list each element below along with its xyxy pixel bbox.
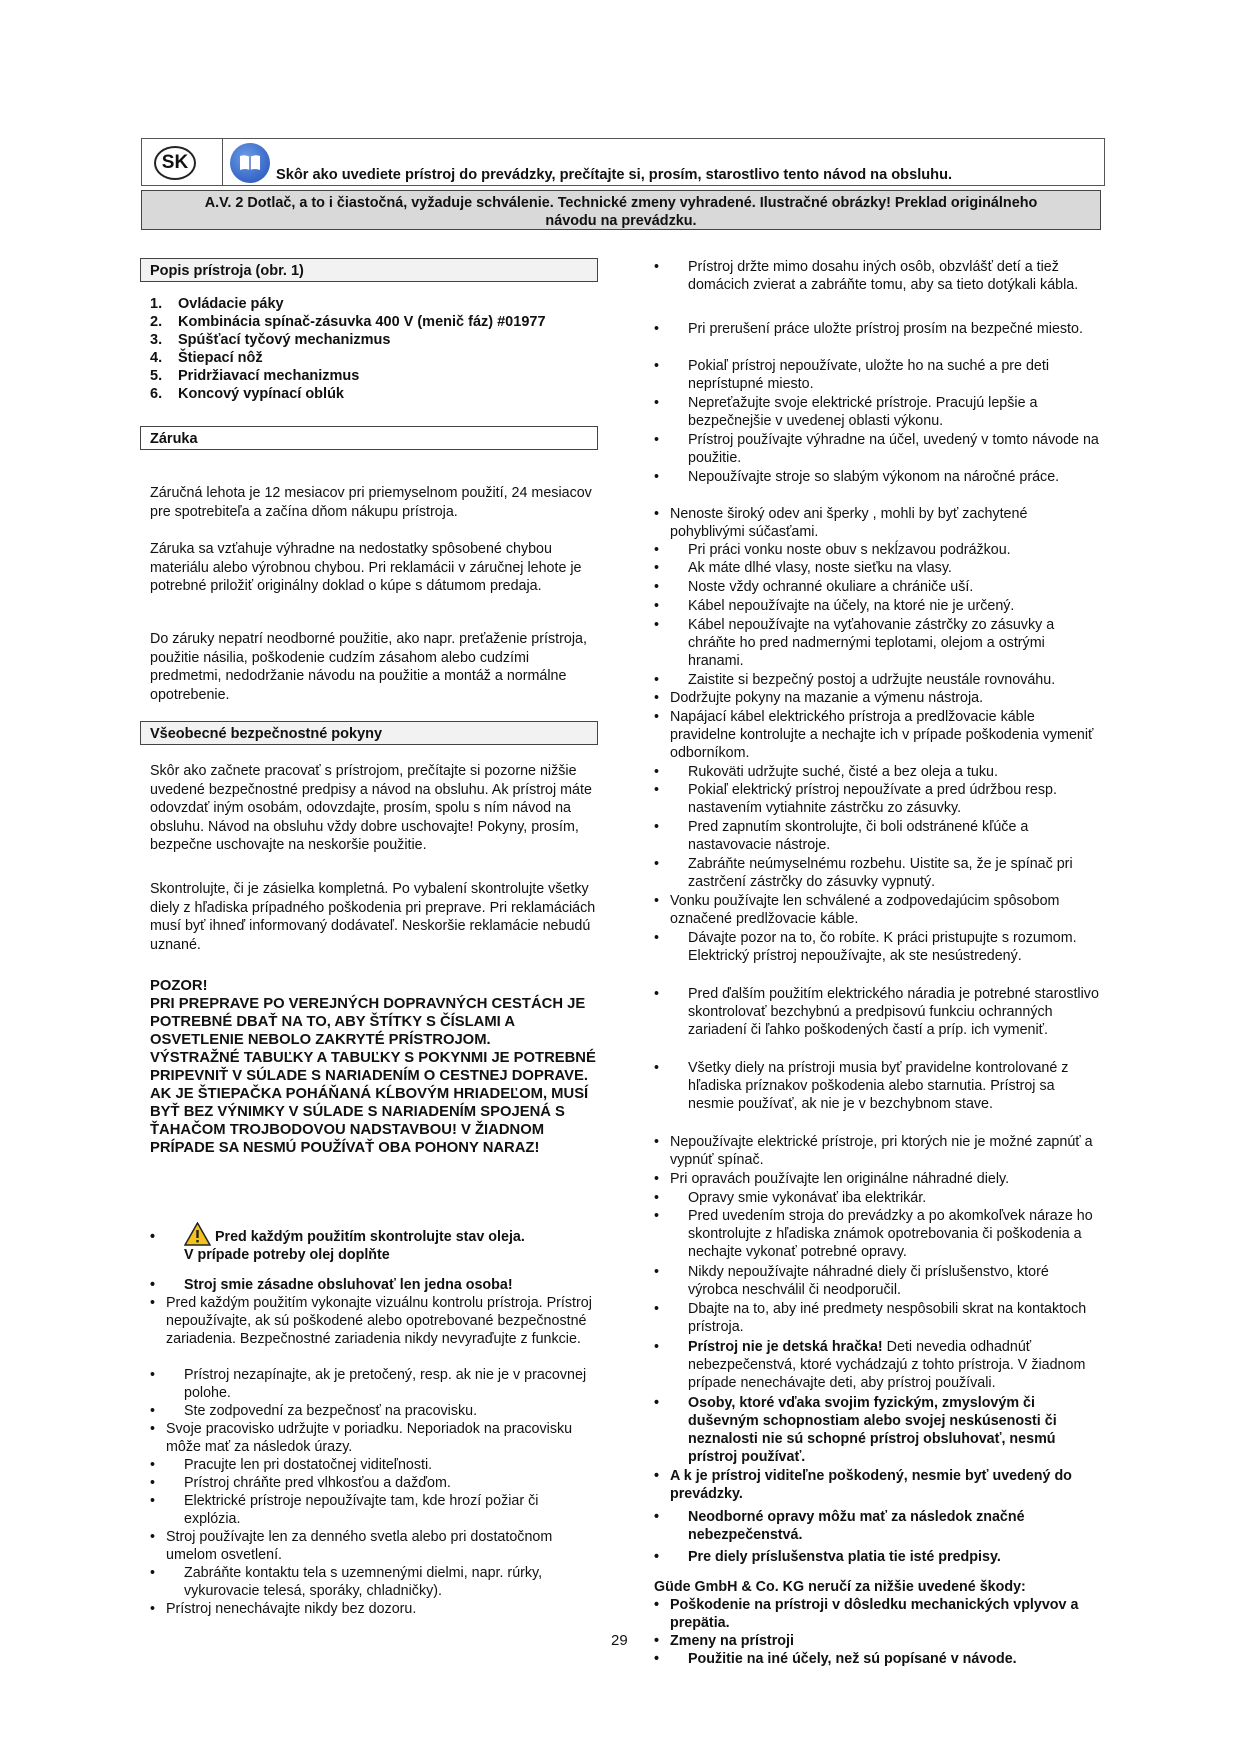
- oil-refill-text: V prípade potreby olej doplňte: [184, 1247, 390, 1263]
- list-item-text: Vonku používajte len schválené a zodpovedajúcim spôsobom označené predlžovacie káble.: [670, 893, 1060, 927]
- list-item-text: Svoje pracovisko udržujte v poriadku. Neporiadok na pracovisku môže mať za následok úrazy.: [166, 1421, 573, 1455]
- bullet: •: [654, 321, 660, 337]
- header-box: [141, 138, 1105, 186]
- safety-paragraph-2: Skontrolujte, či je zásielka kompletná. Po vybalení skontrolujte všetky diely z hľadiska prípadného poškodenia pri preprave. Pri reklamáciách musí byť ihneď informovaný dodávateľ. Neskoršie reklamácie nebudú uznané.: [150, 881, 596, 953]
- oil-check-text: Pred každým použitím skontrolujte stav oleja.: [215, 1229, 525, 1245]
- bullet: •: [654, 1651, 660, 1667]
- warranty-paragraph-3: Do záruky nepatrí neodborné použitie, ako napr. preťaženie prístroja, použitie násilia, poškodenie cudzím zásahom alebo cudzími predmetmi, nedodržanie návodu na použitie a montáž a normálne opotrebenie.: [150, 631, 587, 703]
- page-number: 29: [611, 1632, 628, 1649]
- list-item-text: Všetky diely na prístroji musia byť pravidelne kontrolované z hľadiska príznakov poškodenia alebo starnutia. Prístroj sa nesmie používať, ak nie je v bezchybnom stave.: [688, 1060, 1069, 1112]
- list-item-text: Elektrické prístroje nepoužívajte tam, kde hrozí požiar či explózia.: [184, 1493, 539, 1527]
- bullet: •: [654, 672, 660, 688]
- list-item-text: Ste zodpovední za bezpečnosť na pracovisku.: [184, 1403, 478, 1419]
- bullet: •: [150, 1421, 156, 1437]
- bullet: •: [654, 259, 660, 275]
- list-item-text: Pokiaľ prístroj nepoužívate, uložte ho na suché a pre deti neprístupné miesto.: [688, 358, 1050, 392]
- part-number: 2.: [150, 314, 163, 330]
- bullet: •: [654, 617, 660, 633]
- bullet: •: [654, 893, 660, 909]
- list-item-text: Pri opravách používajte len originálne náhradné diely.: [670, 1171, 1010, 1187]
- list-item-text: Rukoväti udržujte suché, čisté a bez oleja a tuku.: [688, 764, 998, 780]
- warning-signs: VÝSTRAŽNÉ TABUĽKY A TABUĽKY S POKYNMI JE POTREBNÉ PRIPEVNIŤ V SÚLADE S NARIADENÍM O CESTNEJ DOPRAVE.: [150, 1050, 596, 1084]
- bullet: •: [654, 690, 660, 706]
- child-warning-rest: Deti nevedia odhadnúť nebezpečenstvá, ktoré vychádzajú z tohto prístroja. V žiadnom prípade nenechávajte deti, aby prístroj používali.: [688, 1339, 1086, 1391]
- persons-text: Osoby, ktoré vďaka svojim fyzickým, zmyslovým či duševným schopnostiam alebo svojej neskúsenosti či neznalosti nie sú schopné prístroj obsluhovať, nesmú prístroj používať.: [688, 1395, 1057, 1465]
- list-item-text: Prístroj používajte výhradne na účel, uvedený v tomto návode na použitie.: [688, 432, 1099, 466]
- part-item-5: [150, 368, 359, 384]
- safety-paragraph-1: Skôr ako začnete pracovať s prístrojom, prečítajte si pozorne nižšie uvedené bezpečnostné predpisy a návod na obsluhu. Ak prístroj máte odovzdať iným osobám, odovzdajte, prosím, spolu s ním návod na obsluhu. Návod na obsluhu vždy dobre uschovajte! Pokyny, prosím, bezpečne uschovajte na neskoršie použitie.: [150, 763, 592, 853]
- list-item-text: Pokiaľ elektrický prístroj nepoužívate a pred údržbou resp. nastavením vytiahnite zástrčku zo zásuvky.: [688, 782, 1057, 816]
- list-item-text: Prístroj nezapínajte, ak je pretočený, resp. ak nie je v pracovnej polohe.: [184, 1367, 587, 1401]
- part-label: Koncový vypínací oblúk: [178, 386, 344, 402]
- list-item-text: Nikdy nepoužívajte náhradné diely či príslušenstvo, ktoré výrobca neschválil či neodporučil.: [688, 1264, 1049, 1298]
- liability-item-text: Zmeny na prístroji: [670, 1633, 794, 1649]
- bullet: •: [654, 1633, 660, 1649]
- list-item-text: Pracujte len pri dostatočnej viditeľnosti.: [184, 1457, 433, 1473]
- bullet: •: [150, 1529, 156, 1545]
- bullet: •: [150, 1565, 156, 1581]
- part-label: Kombinácia spínač-zásuvka 400 V (menič fáz) #01977: [178, 314, 546, 330]
- bullet: •: [654, 1339, 660, 1355]
- warning-title: POZOR!: [150, 978, 208, 994]
- part-label: Ovládacie páky: [178, 296, 284, 312]
- list-item-text: Kábel nepoužívajte na vyťahovanie zástrčky zo zásuvky a chráňte ho pred nadmernými teplotami, olejom a ostrými hranami.: [688, 617, 1055, 669]
- child-warning-text: [688, 1338, 1106, 1392]
- list-item-text: Pri prerušení práce uložte prístroj prosím na bezpečné miesto.: [688, 321, 1083, 337]
- bullet: •: [654, 782, 660, 798]
- damaged-text: A k je prístroj viditeľne poškodený, nesmie byť uvedený do prevádzky.: [670, 1468, 1072, 1502]
- bullet: •: [150, 1457, 156, 1473]
- warning-block: [150, 977, 600, 1157]
- bullet: •: [654, 1171, 660, 1187]
- bullet: •: [150, 1493, 156, 1509]
- warranty-heading: Záruka: [140, 426, 598, 450]
- bullet: •: [654, 1468, 660, 1484]
- bullet: •: [654, 819, 660, 835]
- list-item-text: Zabráňte neúmyselnému rozbehu. Uistite sa, že je spínač pri zastrčení zástrčky do zásuvky vypnutý.: [688, 856, 1073, 890]
- bullet: •: [654, 469, 660, 485]
- warranty-paragraph-1: Záručná lehota je 12 mesiacov pri priemyselnom použití, 24 mesiacov pre spotrebiteľa a začína dňom nákupu prístroja.: [150, 485, 592, 520]
- bullet: •: [654, 1134, 660, 1150]
- bullet: •: [654, 1264, 660, 1280]
- read-manual-icon: [230, 143, 270, 183]
- list-item-text: Dodržujte pokyny na mazanie a výmenu nástroja.: [670, 690, 984, 706]
- list-item-text: Prístroj chráňte pred vlhkosťou a dažďom.: [184, 1475, 451, 1491]
- part-label: Pridržiavací mechanizmus: [178, 368, 360, 384]
- warning-pto: AK JE ŠTIEPAČKA POHÁŇANÁ KĹBOVÝM HRIADEĽOM, MUSÍ BYŤ BEZ VÝNIMKY V SÚLADE S NARIADENÍM SPOJENÁ S ŤAHAČOM TROJBODOVOU NADSTAVBOU! V ŽIADNOM PRÍPADE SA NESMÚ POUŽÍVAŤ OBA POHONY NARAZ!: [150, 1086, 589, 1156]
- liability-item-text: Použitie na iné účely, než sú popísané v návode.: [688, 1651, 1017, 1667]
- list-item-text: Pred ďalším použitím elektrického náradia je potrebné starostlivo skontrolovať bezchybnú a predpisovú funkciu ochranných zariadení či ľahko poškodených častí a príp. ich vymeniť.: [688, 986, 1099, 1038]
- legal-notice-line2: návodu na prevádzku.: [545, 213, 697, 229]
- bullet: •: [654, 1208, 660, 1224]
- list-item-text: Napájací kábel elektrického prístroja a predlžovacie káble pravidelne kontrolujte a nechajte ich v prípade poškodenia vymeniť odborníkom.: [670, 709, 1094, 761]
- list-item-text: Pred zapnutím skontrolujte, či boli odstránené kľúče a nastavovacie nástroje.: [688, 819, 1029, 853]
- list-item-text: Nepoužívajte stroje so slabým výkonom na náročné práce.: [688, 469, 1060, 485]
- bullet: •: [150, 1475, 156, 1491]
- liability-item-text: Poškodenie na prístroji v dôsledku mechanických vplyvov a prepätia.: [670, 1597, 1079, 1631]
- list-item-text: Zabráňte kontaktu tela s uzemnenými dielmi, napr. rúrky, vykurovacie telesá, sporáky, chladničky).: [184, 1565, 543, 1599]
- list-item-text: Opravy smie vykonávať iba elektrikár.: [688, 1190, 927, 1206]
- safety-heading: Všeobecné bezpečnostné pokyny: [140, 721, 598, 745]
- legal-notice-line1: A.V. 2 Dotlač, a to i čiastočná, vyžaduje schválenie. Technické zmeny vyhradené. Ilustračné obrázky! Preklad originálneho: [204, 195, 1038, 211]
- bullet: •: [654, 930, 660, 946]
- bullet: •: [654, 598, 660, 614]
- bullet: •: [150, 1295, 156, 1311]
- list-item-text: Kábel nepoužívajte na účely, na ktoré nie je určený.: [688, 598, 1015, 614]
- part-item-2: [150, 314, 546, 330]
- part-number: 3.: [150, 332, 163, 348]
- bullet: •: [654, 986, 660, 1002]
- bullet: •: [654, 358, 660, 374]
- device-description-heading: Popis prístroja (obr. 1): [140, 258, 598, 282]
- part-number: 1.: [150, 296, 163, 312]
- part-item-1: [150, 296, 284, 312]
- language-badge: [142, 139, 223, 185]
- bullet: •: [654, 560, 660, 576]
- list-item-text: Nepoužívajte elektrické prístroje, pri ktorých nie je možné zapnúť a vypnúť spínač.: [670, 1134, 1093, 1168]
- bullet: •: [654, 1060, 660, 1076]
- repairs-text: Neodborné opravy môžu mať za následok značné nebezpečenstvá.: [688, 1509, 1025, 1543]
- bullet: •: [654, 1549, 660, 1565]
- list-item-text: Nepreťažujte svoje elektrické prístroje. Pracujú lepšie a bezpečnejšie v uvedenej oblasti výkonu.: [688, 395, 1038, 429]
- part-number: 5.: [150, 368, 163, 384]
- bullet: •: [654, 1190, 660, 1206]
- bullet: •: [654, 1301, 660, 1317]
- child-warning-bold: Prístroj nie je detská hračka!: [688, 1339, 883, 1355]
- bullet: •: [150, 1403, 156, 1419]
- bullet: •: [654, 542, 660, 558]
- bullet: •: [654, 395, 660, 411]
- bullet: •: [150, 1367, 156, 1383]
- bullet: •: [654, 432, 660, 448]
- bullet: •: [654, 1597, 660, 1613]
- list-item-text: Pri práci vonku noste obuv s nekĺzavou podrážkou.: [688, 542, 1011, 558]
- list-item-text: Pred uvedením stroja do prevádzky a po akomkoľvek náraze ho skontrolujte z hľadiska známok opotrebovania či poškodenia a nechajte vykonať potrebné opravy.: [688, 1208, 1093, 1260]
- list-item-text: Ak máte dlhé vlasy, noste sieťku na vlasy.: [688, 560, 952, 576]
- part-item-6: [150, 386, 344, 402]
- part-label: Spúšťací tyčový mechanizmus: [178, 332, 391, 348]
- warning-transport: PRI PREPRAVE PO VEREJNÝCH DOPRAVNÝCH CESTÁCH JE POTREBNÉ DBAŤ NA TO, ABY ŠTÍTKY S ČÍSLAMI A OSVETLENIE NEBOLO ZAKRYTÉ PRÍSTROJOM.: [150, 996, 586, 1048]
- read-instructions-text: Skôr ako uvediete prístroj do prevádzky, prečítajte si, prosím, starostlivo tento návod na obsluhu.: [276, 167, 953, 183]
- bullet: •: [654, 1509, 660, 1525]
- legal-notice: [141, 190, 1101, 230]
- list-item-text: Prístroj nenechávajte nikdy bez dozoru.: [166, 1601, 417, 1617]
- part-number: 6.: [150, 386, 163, 402]
- list-item-text: Stroj používajte len za denného svetla alebo pri dostatočnom umelom osvetlení.: [166, 1529, 553, 1563]
- bullet: •: [654, 579, 660, 595]
- list-item-text: Prístroj držte mimo dosahu iných osôb, obzvlášť detí a tiež domácich zvierat a zabráňte tomu, aby sa tieto dotýkali kábla.: [688, 259, 1079, 293]
- list-item-text: Nenoste široký odev ani šperky , mohli by byť zachytené pohyblivými súčasťami.: [670, 506, 1028, 540]
- part-item-3: [150, 332, 390, 348]
- list-item-text: Dbajte na to, aby iné predmety nespôsobili skrat na kontaktoch prístroja.: [688, 1301, 1087, 1335]
- accessories-text: Pre diely príslušenstva platia tie isté predpisy.: [688, 1549, 1001, 1565]
- bullet: •: [654, 856, 660, 872]
- bullet: •: [150, 1229, 156, 1245]
- list-item-text: Pred každým použitím vykonajte vizuálnu kontrolu prístroja. Prístroj nepoužívajte, ak sú poškodené alebo opotrebované bezpečnostné zariadenia. Bezpečnostné zariadenia nikdy nevyraďujte z funkcie.: [166, 1295, 592, 1347]
- bullet: •: [654, 1395, 660, 1411]
- part-number: 4.: [150, 350, 163, 366]
- bullet: •: [150, 1601, 156, 1617]
- one-person-text: Stroj smie zásadne obsluhovať len jedna osoba!: [184, 1277, 513, 1293]
- list-item-text: Dávajte pozor na to, čo robíte. K práci pristupujte s rozumom. Elektrický prístroj nepoužívajte, ak ste nesústredený.: [688, 930, 1077, 964]
- list-item-text: Zaistite si bezpečný postoj a udržujte neustále rovnováhu.: [688, 672, 1056, 688]
- liability-heading: Güde GmbH & Co. KG neručí za nižšie uvedené škody:: [654, 1579, 1026, 1595]
- bullet: •: [150, 1277, 156, 1293]
- bullet: •: [654, 709, 660, 725]
- part-label: Štiepací nôž: [178, 350, 263, 366]
- bullet: •: [654, 764, 660, 780]
- part-item-4: [150, 350, 263, 366]
- language-code: SK: [154, 146, 196, 180]
- warranty-paragraph-2: Záruka sa vzťahuje výhradne na nedostatky spôsobené chybou materiálu alebo výrobnou chybou. Pri reklamácii v záručnej lehote je potrebné priložiť originálny doklad o kúpe s dátumom predaja.: [150, 541, 582, 594]
- bullet: •: [654, 506, 660, 522]
- list-item-text: Noste vždy ochranné okuliare a chrániče uší.: [688, 579, 974, 595]
